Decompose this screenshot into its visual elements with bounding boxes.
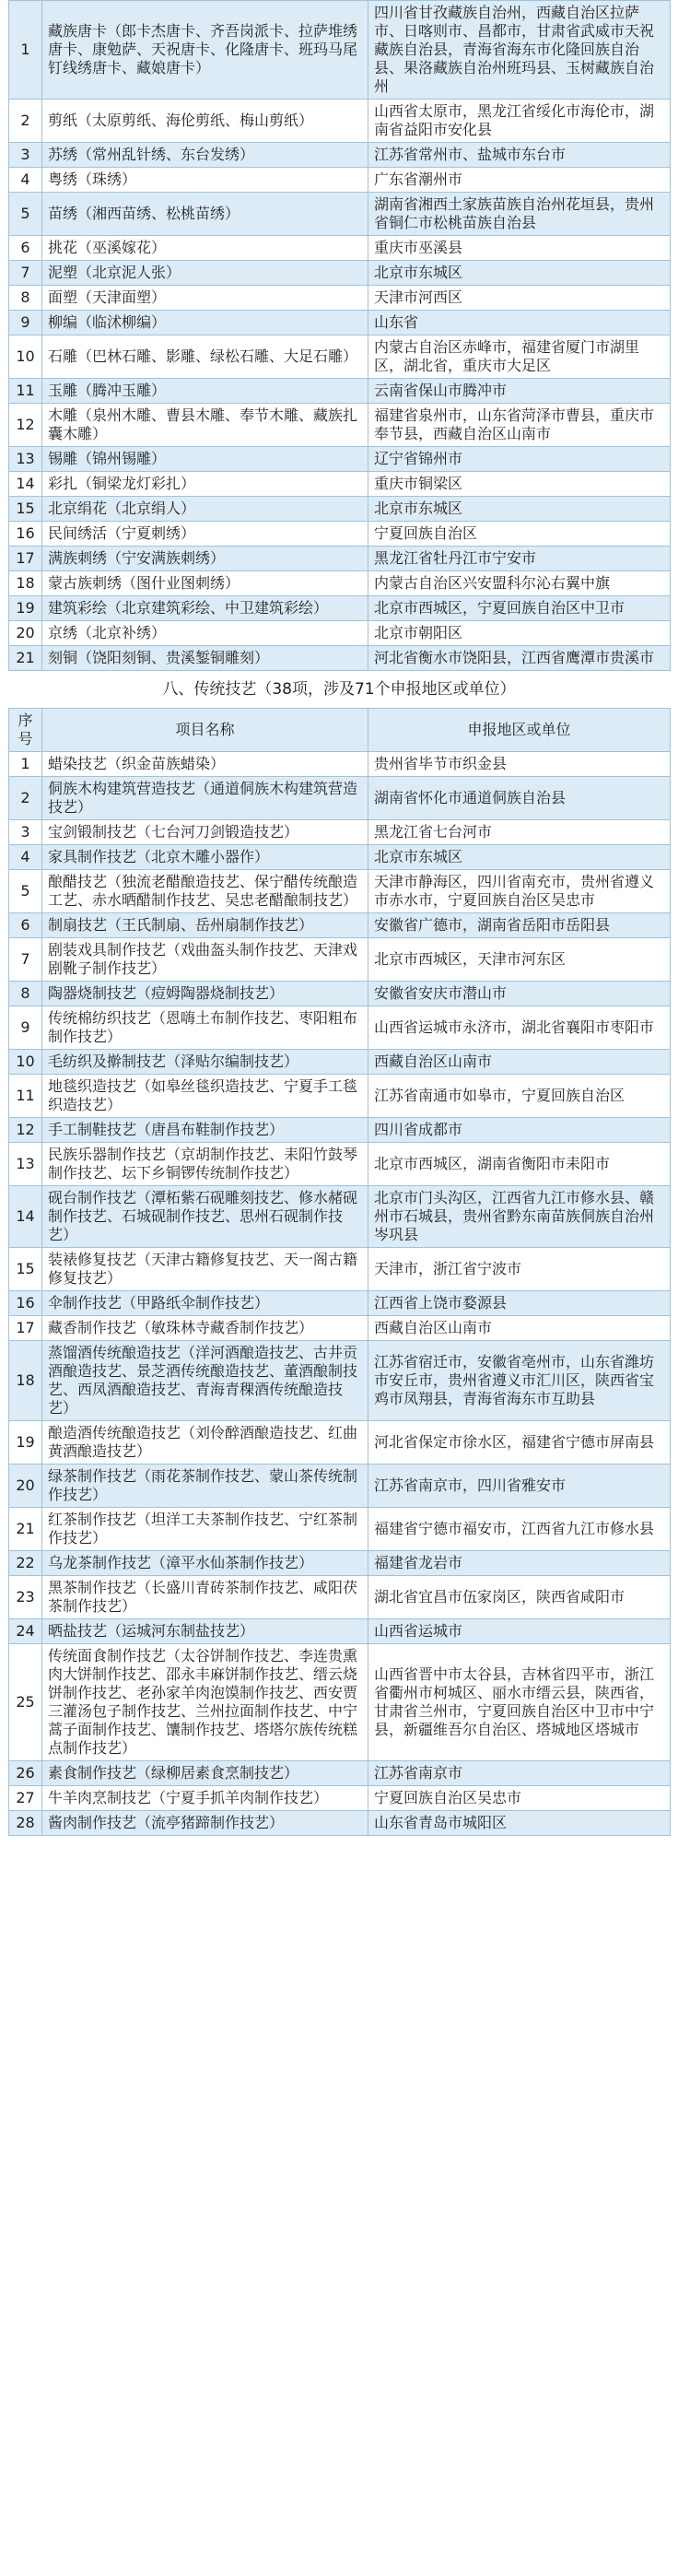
header-name: 项目名称 <box>42 709 368 752</box>
item-name: 柳编（临沭柳编） <box>42 311 368 335</box>
table-row <box>9 913 671 938</box>
item-region: 重庆市巫溪县 <box>368 236 671 261</box>
row-number: 2 <box>9 777 42 820</box>
item-region: 黑龙江省七台河市 <box>368 820 671 845</box>
table-row <box>9 335 671 379</box>
item-region: 云南省保山市腾冲市 <box>368 379 671 404</box>
row-number: 2 <box>9 100 42 143</box>
item-region: 西藏自治区山南市 <box>368 1050 671 1075</box>
item-region: 四川省甘孜藏族自治州，西藏自治区拉萨市、日喀则市、昌都市，甘肃省武威市天祝藏族自治县，青海省海东市化隆回族自治县、果洛藏族自治州班玛县、玉树藏族自治州 <box>368 1 671 100</box>
item-name: 蜡染技艺（织金苗族蜡染） <box>42 752 368 777</box>
item-name: 京绣（北京补绣） <box>42 621 368 646</box>
item-name: 传统棉纺织技艺（恩嗨土布制作技艺、枣阳粗布制作技艺） <box>42 1006 368 1050</box>
section7-table <box>8 0 671 671</box>
table-row <box>9 1464 671 1508</box>
item-region: 江苏省南京市 <box>368 1761 671 1786</box>
item-region: 宁夏回族自治区吴忠市 <box>368 1786 671 1811</box>
row-number: 26 <box>9 1761 42 1786</box>
item-name: 剧装戏具制作技艺（戏曲盔头制作技艺、天津戏剧靴子制作技艺） <box>42 938 368 982</box>
item-name: 家具制作技艺（北京木雕小器作） <box>42 845 368 870</box>
item-name: 刻铜（饶阳刻铜、贵溪錾铜雕刻） <box>42 646 368 671</box>
item-name: 酱肉制作技艺（流亭猪蹄制作技艺） <box>42 1811 368 1836</box>
row-number: 6 <box>9 236 42 261</box>
row-number: 12 <box>9 1118 42 1143</box>
row-number: 3 <box>9 820 42 845</box>
item-name: 红茶制作技艺（坦洋工夫茶制作技艺、宁红茶制作技艺） <box>42 1508 368 1551</box>
item-region: 江苏省宿迁市，安徽省亳州市，山东省潍坊市安丘市，贵州省遵义市汇川区，陕西省宝鸡市凤翔县，青海省海东市互助县 <box>368 1341 671 1421</box>
item-region: 宁夏回族自治区 <box>368 522 671 547</box>
item-region: 黑龙江省牡丹江市宁安市 <box>368 547 671 571</box>
item-name: 苗绣（湘西苗绣、松桃苗绣） <box>42 193 368 236</box>
table-row <box>9 820 671 845</box>
table-row <box>9 1006 671 1050</box>
row-number: 7 <box>9 261 42 286</box>
item-name: 满族刺绣（宁安满族刺绣） <box>42 547 368 571</box>
row-number: 20 <box>9 1464 42 1508</box>
item-region: 山东省 <box>368 311 671 335</box>
item-region: 北京市西城区，宁夏回族自治区中卫市 <box>368 596 671 621</box>
row-number: 7 <box>9 938 42 982</box>
item-name: 面塑（天津面塑） <box>42 286 368 311</box>
table-row <box>9 1341 671 1421</box>
table-row <box>9 1050 671 1075</box>
table-row <box>9 497 671 522</box>
item-name: 绿茶制作技艺（雨花茶制作技艺、蒙山茶传统制作技艺） <box>42 1464 368 1508</box>
item-region: 江西省上饶市婺源县 <box>368 1291 671 1316</box>
item-region: 河北省保定市徐水区，福建省宁德市屏南县 <box>368 1421 671 1464</box>
item-name: 民间绣活（宁夏刺绣） <box>42 522 368 547</box>
item-name: 牛羊肉烹制技艺（宁夏手抓羊肉制作技艺） <box>42 1786 368 1811</box>
table-row <box>9 982 671 1006</box>
item-region: 广东省潮州市 <box>368 168 671 193</box>
table-row <box>9 547 671 571</box>
item-region: 贵州省毕节市织金县 <box>368 752 671 777</box>
item-name: 酿造酒传统酿造技艺（刘伶醉酒酿造技艺、红曲黄酒酿造技艺） <box>42 1421 368 1464</box>
row-number: 25 <box>9 1644 42 1761</box>
table-row <box>9 596 671 621</box>
table-row <box>9 1291 671 1316</box>
row-number: 16 <box>9 1291 42 1316</box>
item-name: 粤绣（珠绣） <box>42 168 368 193</box>
row-number: 4 <box>9 845 42 870</box>
table-row <box>9 1 671 100</box>
item-name: 蒸馏酒传统酿造技艺（洋河酒酿造技艺、古井贡酒酿造技艺、景芝酒传统酿造技艺、董酒酿制技艺、西凤酒酿造技艺、青海青稞酒传统酿造技艺） <box>42 1341 368 1421</box>
item-region: 安徽省广德市，湖南省岳阳市岳阳县 <box>368 913 671 938</box>
item-region: 天津市静海区，四川省南充市，贵州省遵义市赤水市，宁夏回族自治区吴忠市 <box>368 870 671 913</box>
row-number: 15 <box>9 1248 42 1291</box>
row-number: 6 <box>9 913 42 938</box>
row-number: 3 <box>9 143 42 168</box>
row-number: 23 <box>9 1576 42 1619</box>
item-name: 侗族木构建筑营造技艺（通道侗族木构建筑营造技艺） <box>42 777 368 820</box>
item-name: 苏绣（常州乱针绣、东台发绣） <box>42 143 368 168</box>
row-number: 17 <box>9 547 42 571</box>
row-number: 1 <box>9 752 42 777</box>
row-number: 19 <box>9 596 42 621</box>
item-region: 内蒙古自治区兴安盟科尔沁右翼中旗 <box>368 571 671 596</box>
item-region: 北京市东城区 <box>368 845 671 870</box>
table-row <box>9 938 671 982</box>
row-number: 9 <box>9 1006 42 1050</box>
table-row <box>9 1075 671 1118</box>
row-number: 21 <box>9 1508 42 1551</box>
item-region: 天津市河西区 <box>368 286 671 311</box>
row-number: 10 <box>9 335 42 379</box>
row-number: 16 <box>9 522 42 547</box>
item-region: 辽宁省锦州市 <box>368 447 671 472</box>
row-number: 13 <box>9 1143 42 1186</box>
header-num: 序号 <box>9 709 42 752</box>
row-number: 8 <box>9 286 42 311</box>
row-number: 28 <box>9 1811 42 1836</box>
section8-title: 八、传统技艺（38项，涉及71个申报地区或单位） <box>8 671 670 708</box>
item-name: 锡雕（锦州锡雕） <box>42 447 368 472</box>
table-row <box>9 1644 671 1761</box>
item-name: 砚台制作技艺（潭柘紫石砚雕刻技艺、修水赭砚制作技艺、石城砚制作技艺、思州石砚制作技艺） <box>42 1186 368 1248</box>
item-name: 陶器烧制技艺（痘姆陶器烧制技艺） <box>42 982 368 1006</box>
item-name: 建筑彩绘（北京建筑彩绘、中卫建筑彩绘） <box>42 596 368 621</box>
table-row <box>9 311 671 335</box>
row-number: 18 <box>9 571 42 596</box>
table-row <box>9 646 671 671</box>
item-region: 安徽省安庆市潜山市 <box>368 982 671 1006</box>
item-name: 制扇技艺（王氏制扇、岳州扇制作技艺） <box>42 913 368 938</box>
table-row <box>9 1761 671 1786</box>
item-region: 福建省宁德市福安市，江西省九江市修水县 <box>368 1508 671 1551</box>
item-region: 天津市，浙江省宁波市 <box>368 1248 671 1291</box>
table-row <box>9 261 671 286</box>
item-region: 内蒙古自治区赤峰市，福建省厦门市湖里区，湖北省，重庆市大足区 <box>368 335 671 379</box>
item-name: 石雕（巴林石雕、影雕、绿松石雕、大足石雕） <box>42 335 368 379</box>
item-region: 福建省龙岩市 <box>368 1551 671 1576</box>
table-row <box>9 286 671 311</box>
row-number: 24 <box>9 1619 42 1644</box>
item-region: 山东省青岛市城阳区 <box>368 1811 671 1836</box>
row-number: 27 <box>9 1786 42 1811</box>
table-row <box>9 1118 671 1143</box>
table-row <box>9 193 671 236</box>
table-row <box>9 1143 671 1186</box>
row-number: 10 <box>9 1050 42 1075</box>
item-region: 湖南省怀化市通道侗族自治县 <box>368 777 671 820</box>
row-number: 17 <box>9 1316 42 1341</box>
item-name: 蒙古族刺绣（图什业图刺绣） <box>42 571 368 596</box>
table-row <box>9 143 671 168</box>
row-number: 11 <box>9 379 42 404</box>
section8-header-row <box>9 709 671 752</box>
item-region: 江苏省南通市如皋市，宁夏回族自治区 <box>368 1075 671 1118</box>
item-name: 晒盐技艺（运城河东制盐技艺） <box>42 1619 368 1644</box>
table-row <box>9 1421 671 1464</box>
table-row <box>9 472 671 497</box>
row-number: 5 <box>9 870 42 913</box>
row-number: 15 <box>9 497 42 522</box>
item-region: 山西省运城市 <box>368 1619 671 1644</box>
table-row <box>9 621 671 646</box>
item-name: 地毯织造技艺（如皋丝毯织造技艺、宁夏手工毯织造技艺） <box>42 1075 368 1118</box>
table-row <box>9 1811 671 1836</box>
section8-table <box>8 708 671 1836</box>
row-number: 5 <box>9 193 42 236</box>
table-row <box>9 1508 671 1551</box>
row-number: 14 <box>9 1186 42 1248</box>
item-name: 泥塑（北京泥人张） <box>42 261 368 286</box>
table-row <box>9 236 671 261</box>
item-region: 西藏自治区山南市 <box>368 1316 671 1341</box>
item-name: 民族乐器制作技艺（京胡制作技艺、耒阳竹鼓琴制作技艺、坛下乡铜锣传统制作技艺） <box>42 1143 368 1186</box>
table-row <box>9 1619 671 1644</box>
item-name: 北京绢花（北京绢人） <box>42 497 368 522</box>
row-number: 19 <box>9 1421 42 1464</box>
table-row <box>9 1551 671 1576</box>
table-row <box>9 447 671 472</box>
item-name: 装裱修复技艺（天津古籍修复技艺、天一阁古籍修复技艺） <box>42 1248 368 1291</box>
table-row <box>9 845 671 870</box>
item-region: 北京市东城区 <box>368 261 671 286</box>
item-name: 玉雕（腾冲玉雕） <box>42 379 368 404</box>
table-row <box>9 870 671 913</box>
table-row <box>9 1576 671 1619</box>
item-name: 伞制作技艺（甲路纸伞制作技艺） <box>42 1291 368 1316</box>
row-number: 22 <box>9 1551 42 1576</box>
item-region: 北京市西城区，湖南省衡阳市耒阳市 <box>368 1143 671 1186</box>
item-name: 宝剑锻制技艺（七台河刀剑锻造技艺） <box>42 820 368 845</box>
row-number: 21 <box>9 646 42 671</box>
item-name: 传统面食制作技艺（太谷饼制作技艺、李连贵熏肉大饼制作技艺、邵永丰麻饼制作技艺、缙云烧饼制作技艺、老孙家羊肉泡馍制作技艺、西安贾三灌汤包子制作技艺、兰州拉面制作技艺、中宁蒿子面制作技艺、馕制作技艺、塔塔尔族传统糕点制作技艺） <box>42 1644 368 1761</box>
item-region: 河北省衡水市饶阳县，江西省鹰潭市贵溪市 <box>368 646 671 671</box>
item-region: 江苏省常州市、盐城市东台市 <box>368 143 671 168</box>
row-number: 18 <box>9 1341 42 1421</box>
item-region: 北京市东城区 <box>368 497 671 522</box>
item-region: 北京市门头沟区，江西省九江市修水县、赣州市石城县，贵州省黔东南苗族侗族自治州岑巩县 <box>368 1186 671 1248</box>
item-region: 重庆市铜梁区 <box>368 472 671 497</box>
table-row <box>9 1786 671 1811</box>
item-region: 北京市朝阳区 <box>368 621 671 646</box>
section7-table-body <box>9 1 671 671</box>
table-row <box>9 168 671 193</box>
item-region: 福建省泉州市，山东省菏泽市曹县，重庆市奉节县，西藏自治区山南市 <box>368 404 671 447</box>
table-row <box>9 404 671 447</box>
table-row <box>9 571 671 596</box>
table-row <box>9 1186 671 1248</box>
row-number: 12 <box>9 404 42 447</box>
item-name: 乌龙茶制作技艺（漳平水仙茶制作技艺） <box>42 1551 368 1576</box>
item-region: 江苏省南京市，四川省雅安市 <box>368 1464 671 1508</box>
item-region: 四川省成都市 <box>368 1118 671 1143</box>
item-region: 山西省晋中市太谷县，吉林省四平市，浙江省衢州市柯城区、丽水市缙云县，陕西省，甘肃省兰州市，宁夏回族自治区中卫市中宁县，新疆维吾尔自治区、塔城地区塔城市 <box>368 1644 671 1761</box>
table-row <box>9 522 671 547</box>
item-name: 彩扎（铜梁龙灯彩扎） <box>42 472 368 497</box>
item-name: 剪纸（太原剪纸、海伦剪纸、梅山剪纸） <box>42 100 368 143</box>
header-region: 申报地区或单位 <box>368 709 671 752</box>
row-number: 14 <box>9 472 42 497</box>
row-number: 8 <box>9 982 42 1006</box>
section8-table-body <box>9 752 671 1836</box>
row-number: 13 <box>9 447 42 472</box>
item-name: 藏香制作技艺（敏珠林寺藏香制作技艺） <box>42 1316 368 1341</box>
item-name: 挑花（巫溪嫁花） <box>42 236 368 261</box>
table-row <box>9 379 671 404</box>
row-number: 9 <box>9 311 42 335</box>
row-number: 1 <box>9 1 42 100</box>
item-region: 湖南省湘西土家族苗族自治州花垣县，贵州省铜仁市松桃苗族自治县 <box>368 193 671 236</box>
table-row <box>9 1248 671 1291</box>
item-region: 北京市西城区，天津市河东区 <box>368 938 671 982</box>
item-name: 手工制鞋技艺（唐昌布鞋制作技艺） <box>42 1118 368 1143</box>
item-region: 山西省太原市，黑龙江省绥化市海伦市，湖南省益阳市安化县 <box>368 100 671 143</box>
row-number: 20 <box>9 621 42 646</box>
item-name: 藏族唐卡（郎卡杰唐卡、齐吾岗派卡、拉萨堆绣唐卡、康勉萨、天祝唐卡、化隆唐卡、班玛马尾钉线绣唐卡、藏娘唐卡） <box>42 1 368 100</box>
table-row <box>9 100 671 143</box>
item-region: 山西省运城市永济市，湖北省襄阳市枣阳市 <box>368 1006 671 1050</box>
item-name: 酿醋技艺（独流老醋酿造技艺、保宁醋传统酿造工艺、赤水晒醋制作技艺、吴忠老醋酿制技艺） <box>42 870 368 913</box>
table-row <box>9 752 671 777</box>
row-number: 11 <box>9 1075 42 1118</box>
item-region: 湖北省宜昌市伍家岗区，陕西省咸阳市 <box>368 1576 671 1619</box>
table-row <box>9 777 671 820</box>
item-name: 毛纺织及擀制技艺（泽贴尔编制技艺） <box>42 1050 368 1075</box>
row-number: 4 <box>9 168 42 193</box>
table-row <box>9 1316 671 1341</box>
item-name: 素食制作技艺（绿柳居素食烹制技艺） <box>42 1761 368 1786</box>
item-name: 木雕（泉州木雕、曹县木雕、奉节木雕、藏族扎囊木雕） <box>42 404 368 447</box>
item-name: 黑茶制作技艺（长盛川青砖茶制作技艺、咸阳茯茶制作技艺） <box>42 1576 368 1619</box>
